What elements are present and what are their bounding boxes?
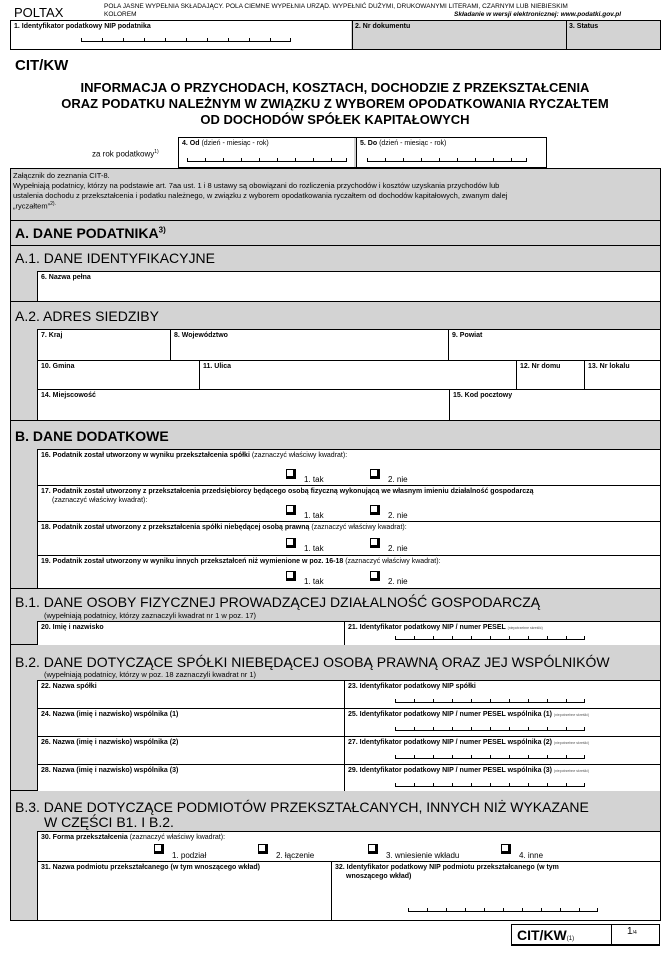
instructions-cont: KOLOREM xyxy=(104,11,137,18)
nip-label: 1. Identyfikator podatkowy NIP podatnika xyxy=(14,23,151,30)
section-b3-title-1: B.3. DANE DOTYCZĄCE PODMIOTÓW PRZEKSZTAŁCANYCH, INNYCH NIŻ WYKAZANE xyxy=(15,799,589,815)
municipality-field[interactable]: 10. Gmina xyxy=(37,360,199,389)
full-name-field[interactable]: 6. Nazwa pełna xyxy=(37,271,660,301)
voivodeship-field[interactable]: 8. Województwo xyxy=(170,329,448,360)
q19-no-checkbox[interactable] xyxy=(370,571,380,581)
section-a2-title: A.2. ADRES SIEDZIBY xyxy=(15,308,159,324)
company-nip-field[interactable]: 23. Identyfikator podatkowy NIP spółki xyxy=(344,680,660,708)
form-title-1: INFORMACJA O PRZYCHODACH, KOSZTACH, DOCHODZIE Z PRZEKSZTAŁCENIA xyxy=(80,80,590,95)
instructions: POLA JASNE WYPEŁNIA SKŁADAJĄCY. POLA CIEMNE WYPEŁNIA URZĄD. WYPEŁNIĆ DUŻYMI, DRUKOWANYMI LITERAMI, CZARNYM LUB NIEBIESKIM xyxy=(104,3,568,10)
other-checkbox[interactable] xyxy=(501,844,511,854)
footer-form-code: CIT/KW(1) xyxy=(517,927,575,943)
section-b2-sub: (wypełniają podatnicy, którzy w poz. 18 zaznaczyli kwadrat nr 1) xyxy=(44,670,257,679)
q16-field: 16. Podatnik został utworzony w wyniku przekształcenia spółki (zaznaczyć właściwy kwadrat): xyxy=(37,449,660,485)
country-field[interactable]: 7. Kraj xyxy=(37,329,170,360)
apartment-number-field[interactable]: 13. Nr lokalu xyxy=(584,360,660,389)
q16-no-checkbox[interactable] xyxy=(370,469,380,479)
transformation-form-field: 30. Forma przekształcenia (zaznaczyć właściwy kwadrat): xyxy=(37,831,660,861)
status-label: 3. Status xyxy=(569,23,599,30)
intro-line-4: „ryczałtem”$^{2).}$ xyxy=(13,201,56,211)
intro-line-2: Wypełniają podatnicy, którzy na podstawie art. 7aa ust. 1 i 8 ustawy są obowiązani do rozliczenia przychodów i kosztów uzyskania przychodów lub xyxy=(13,181,500,190)
q18-no-checkbox[interactable] xyxy=(370,538,380,548)
section-b3-title-2: W CZĘŚCI B1. I B.2. xyxy=(44,814,174,830)
intro-line-3: ustalenia dochodu z przekształcenia i podatku należnego, w związku z wyborem opodatkowania ryczałtem od dochodów kapitałowych, zwanym dalej xyxy=(13,191,508,200)
division-checkbox[interactable] xyxy=(154,844,164,854)
intro-line-1: Załącznik do zeznania CIT-8. xyxy=(13,171,110,180)
owner-name-field[interactable]: 20. Imię i nazwisko xyxy=(37,621,344,645)
section-a-title: A. DANE PODATNIKA$^{3)}$ xyxy=(15,225,166,241)
section-b2-title: B.2. DANE DOTYCZĄCE SPÓŁKI NIEBĘDĄCEJ OSOBĄ PRAWNĄ ORAZ JEJ WSPÓLNIKÓW xyxy=(15,654,610,670)
q18-field: 18. Podatnik został utworzony z przekształcenia spółki niebędącej osobą prawną (zaznaczyć właściwy kwadrat): xyxy=(37,521,660,555)
brand-logo: POLTAX xyxy=(14,5,64,20)
section-a1-title: A.1. DANE IDENTYFIKACYJNE xyxy=(15,250,215,266)
house-number-field[interactable]: 12. Nr domu xyxy=(516,360,584,389)
transformed-entity-nip-field[interactable]: 32. Identyfikator podatkowy NIP podmiotu przekształcanego (w tym wnoszącego wkład) xyxy=(331,861,660,920)
q17-field: 17. Podatnik został utworzony z przekształcenia przedsiębiorcy będącego osobą fizyczną wykonującą we własnym imieniu działalność gospodarczą (zaznaczyć właściwy kwadrat): xyxy=(37,485,660,521)
nip-ticks xyxy=(81,38,291,42)
q17-no-checkbox[interactable] xyxy=(370,505,380,515)
electronic-submission: Składanie w wersji elektronicznej: www.podatki.gov.pl xyxy=(454,11,621,18)
date-from-field[interactable]: 4. Od (dzień - miesiąc - rok) xyxy=(179,138,354,167)
partner3-nip-field[interactable]: 29. Identyfikator podatkowy NIP / numer PESEL wspólnika (3) (niepotrzebne skreślić) xyxy=(344,764,660,791)
partner2-name-field[interactable]: 26. Nazwa (imię i nazwisko) wspólnika (2) xyxy=(37,736,344,764)
page-number: 1/4 xyxy=(627,926,637,937)
contribution-checkbox[interactable] xyxy=(368,844,378,854)
partner1-name-field[interactable]: 24. Nazwa (imię i nazwisko) wspólnika (1) xyxy=(37,708,344,736)
street-field[interactable]: 11. Ulica xyxy=(199,360,516,389)
form-code: CIT/KW xyxy=(15,57,69,74)
q19-yes-checkbox[interactable] xyxy=(286,571,296,581)
partner1-nip-field[interactable]: 25. Identyfikator podatkowy NIP / numer PESEL wspólnika (1) (niepotrzebne skreślić) xyxy=(344,708,660,736)
district-field[interactable]: 9. Powiat xyxy=(448,329,660,360)
q18-yes-checkbox[interactable] xyxy=(286,538,296,548)
postal-code-field[interactable]: 15. Kod pocztowy xyxy=(449,389,660,420)
section-b1-sub: (wypełniają podatnicy, którzy zaznaczyli kwadrat nr 1 w poz. 17) xyxy=(44,611,257,620)
q16-yes-checkbox[interactable] xyxy=(286,469,296,479)
form-title-2: ORAZ PODATKU NALEŻNYM W ZWIĄZKU Z WYBOREM OPODATKOWANIA RYCZAŁTEM xyxy=(61,96,609,111)
section-b1-title: B.1. DANE OSOBY FIZYCZNEJ PROWADZĄCEJ DZIAŁALNOŚĆ GOSPODARCZĄ xyxy=(15,594,541,610)
form-title-3: OD DOCHODÓW SPÓŁEK KAPITAŁOWYCH xyxy=(200,112,470,127)
owner-nip-field[interactable]: 21. Identyfikator podatkowy NIP / numer PESEL (niepotrzebne skreślić) xyxy=(344,621,660,645)
q19-field: 19. Podatnik został utworzony w wyniku innych przekształceń niż wymienione w poz. 16-18 (zaznaczyć właściwy kwadrat): xyxy=(37,555,660,588)
doc-number-label: 2. Nr dokumentu xyxy=(355,23,411,30)
partner2-nip-field[interactable]: 27. Identyfikator podatkowy NIP / numer PESEL wspólnika (2) (niepotrzebne skreślić) xyxy=(344,736,660,764)
city-field[interactable]: 14. Miejscowość xyxy=(37,389,449,420)
company-name-field[interactable]: 22. Nazwa spółki xyxy=(37,680,344,708)
section-b-title: B. DANE DODATKOWE xyxy=(15,428,169,444)
q17-yes-checkbox[interactable] xyxy=(286,505,296,515)
partner3-name-field[interactable]: 28. Nazwa (imię i nazwisko) wspólnika (3) xyxy=(37,764,344,791)
date-to-field[interactable]: 5. Do (dzień - miesiąc - rok) xyxy=(356,138,546,167)
year-label: za rok podatkowy$^{1)}$ xyxy=(92,149,159,159)
transformed-entity-name-field[interactable]: 31. Nazwa podmiotu przekształcanego (w tym wnoszącego wkład) xyxy=(37,861,331,920)
nip-field[interactable] xyxy=(11,21,351,49)
merger-checkbox[interactable] xyxy=(258,844,268,854)
